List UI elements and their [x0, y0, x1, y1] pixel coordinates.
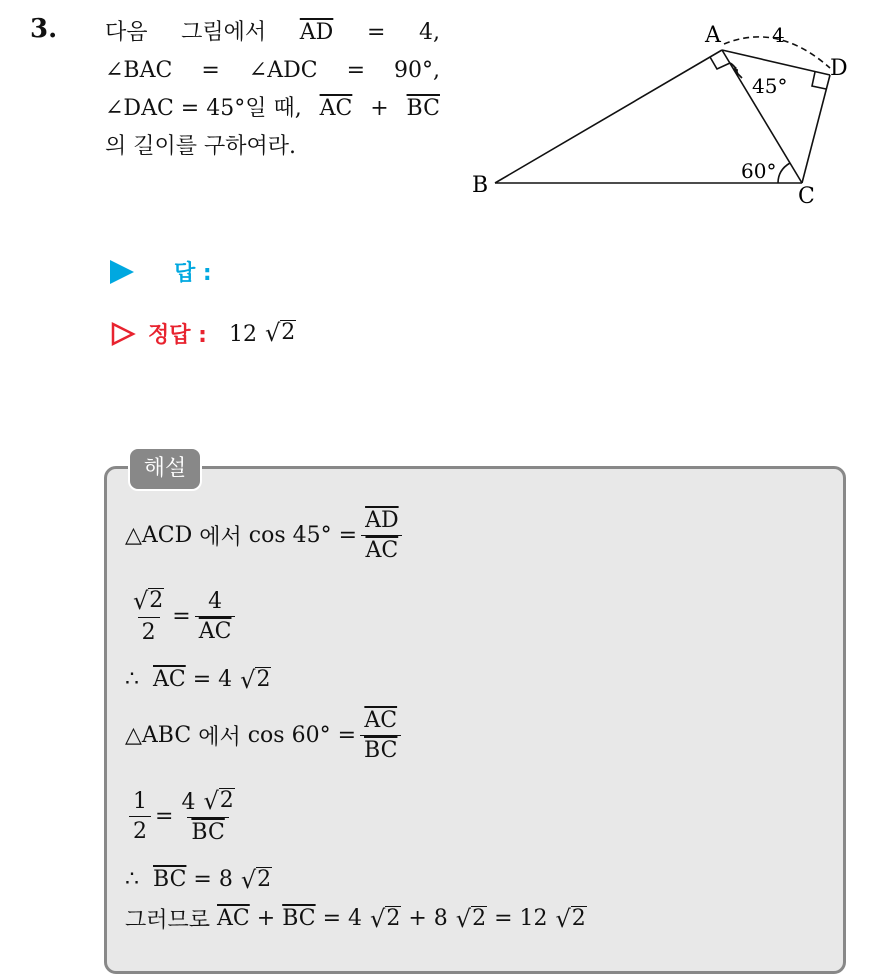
sqrt-sign-icon: √ [455, 905, 472, 934]
frac-den: BC [187, 817, 228, 845]
equals: = [155, 804, 174, 830]
sol-expr: = 4 [192, 667, 233, 693]
fraction [129, 588, 168, 645]
sol-expr: = 12 [494, 906, 548, 931]
question-line-1 [105, 14, 440, 52]
solution-line-1 [125, 508, 407, 563]
sqrt-sign-icon: √ [555, 905, 571, 934]
radicand: 2 [257, 867, 272, 892]
frac-num: $\overline{AC}$ [364, 708, 398, 733]
cos-expr: cos 60° = [247, 723, 357, 748]
frac-den: 2 [129, 816, 151, 844]
cos-expr: cos 45° = [248, 523, 358, 548]
q-word: = [201, 58, 220, 83]
equals: = [172, 604, 191, 630]
radicand: 2 [386, 905, 401, 931]
radicand: 2 [571, 905, 586, 931]
segment-bc: $\overline{BC}$ [153, 867, 187, 893]
q-word: + [370, 96, 389, 121]
sol-word: 그러므로 [125, 908, 211, 933]
radicand: 2 [472, 905, 487, 931]
arc-angle-60 [778, 163, 790, 183]
sqrt-sign-icon: √ [133, 587, 149, 616]
segment-ac: $\overline{AC}$ [319, 96, 353, 121]
question-line-2 [105, 52, 440, 90]
radicand: 2 [256, 667, 271, 692]
question-line-4 [105, 128, 440, 166]
frac-den: BC [360, 735, 401, 763]
label-b: B [472, 173, 489, 198]
therefore-sign: ∴ [125, 667, 139, 693]
outline-triangle-icon [110, 321, 136, 347]
answer-row [110, 256, 212, 287]
answer-coef: 12 [228, 322, 257, 348]
answer-label: 답 : [174, 261, 212, 286]
solution-line-4 [125, 708, 405, 763]
q-word: 의 길이를 구하여라. [105, 134, 296, 159]
edge-ab [495, 50, 722, 183]
correct-answer-row [110, 318, 296, 349]
sqrt [240, 866, 272, 895]
solution-line-3 [125, 666, 271, 695]
label-d: D [830, 56, 848, 81]
segment-bc: $\overline{BC}$ [406, 96, 440, 121]
segment-ac: $\overline{AC}$ [217, 906, 250, 931]
sol-word: 에서 [198, 725, 241, 750]
frac-num: 1 [133, 789, 147, 815]
sqrt [203, 787, 234, 816]
sqrt [455, 905, 487, 934]
question-line-3 [105, 90, 440, 128]
frac-num: $\overline{AD}$ [365, 508, 399, 533]
solution-line-2 [125, 588, 239, 645]
play-triangle-icon [110, 260, 134, 284]
right-angle-mark-d [812, 72, 826, 89]
sol-expr: = 4 [322, 906, 363, 931]
q-word: ∠BAC [105, 58, 173, 83]
frac-den: AC [361, 535, 402, 563]
radicand: 2 [149, 588, 164, 613]
radicand: 2 [219, 788, 234, 813]
q-word: 4, [419, 20, 440, 45]
solution-line-5 [125, 788, 243, 845]
sqrt [240, 666, 271, 695]
sol-word: 에서 [199, 525, 242, 550]
plus: + [256, 906, 276, 931]
sqrt [555, 905, 587, 934]
question-number: 3. [30, 14, 58, 44]
triangle-acd: △ACD [125, 523, 193, 548]
sqrt [133, 587, 164, 616]
q-word: = [346, 58, 365, 83]
segment-ac: $\overline{AC}$ [153, 667, 186, 693]
solution-line-7 [125, 903, 587, 934]
fraction [360, 708, 401, 763]
correct-answer-label: 정답 : [148, 323, 207, 348]
q-word: = [366, 20, 386, 45]
edge-ad [722, 50, 830, 75]
coef: 4 [181, 790, 196, 816]
sol-expr: = 8 [193, 867, 233, 893]
sqrt-sign-icon: √ [370, 905, 386, 934]
solution-tab: 해설 [128, 447, 202, 491]
frac-num: 4 [208, 589, 223, 615]
frac-den: AC [195, 616, 236, 644]
frac-den: 2 [138, 617, 160, 645]
fraction [195, 589, 236, 644]
edge-dc [802, 75, 830, 183]
q-word: 그림에서 [181, 20, 267, 45]
sqrt-sign-icon: √ [240, 666, 256, 695]
triangle-abc: △ABC [125, 723, 192, 748]
fraction [129, 789, 151, 844]
label-angle-45: 45° [752, 74, 788, 98]
q-word: ∠ADC [248, 58, 318, 83]
q-word: 90°, [394, 58, 440, 83]
sqrt-sign-icon: √ [203, 787, 219, 816]
label-c: C [798, 184, 815, 209]
label-a: A [705, 23, 721, 48]
sol-expr: + 8 [408, 906, 448, 931]
fraction [177, 788, 238, 845]
sqrt [370, 905, 401, 934]
label-ad-length: 4 [772, 23, 785, 47]
therefore-sign: ∴ [125, 867, 139, 893]
label-angle-60: 60° [741, 159, 777, 183]
q-word: ∠DAC = 45°일 때, [105, 96, 302, 121]
sqrt [264, 319, 296, 348]
sqrt-sign-icon: √ [264, 319, 281, 348]
sqrt-sign-icon: √ [240, 866, 257, 895]
q-word: 다음 [105, 20, 148, 45]
segment-bc: $\overline{BC}$ [282, 906, 316, 931]
segment-ad: $\overline{AD}$ [299, 20, 334, 45]
triangle-diagram [460, 20, 860, 215]
solution-line-6 [125, 866, 272, 895]
fraction [361, 508, 403, 563]
correct-answer-value [229, 320, 296, 347]
question-text [105, 14, 440, 166]
radicand: 2 [281, 319, 296, 345]
